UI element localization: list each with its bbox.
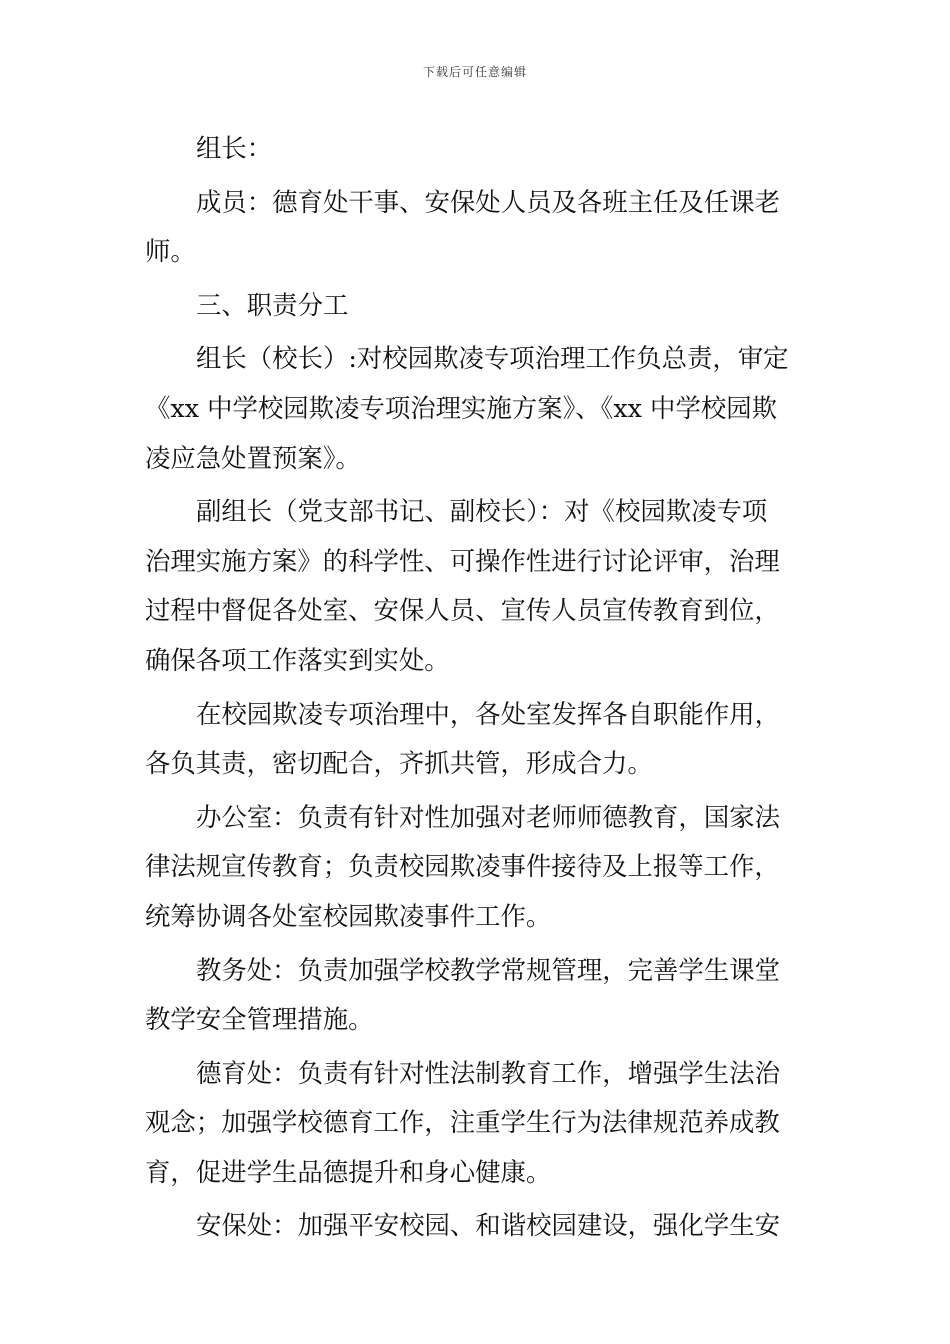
text-line: 安保处：加强平安校园、和谐校园建设，强化学生安: [196, 1210, 780, 1241]
text-line: 确保各项工作落实到实处。: [145, 644, 450, 675]
text-line: 各负其责，密切配合，齐抓共管，形成合力。: [145, 748, 653, 779]
paragraph-members: [145, 178, 810, 277]
text-line: 副组长（党支部书记、副校长）：对《校园欺凌专项: [196, 496, 768, 527]
paragraph-security: [145, 1201, 810, 1251]
text-line: 办公室：负责有针对性加强对老师师德教育，国家法: [196, 801, 780, 832]
text-line: 三、职责分工: [196, 289, 349, 320]
text-line: 组长（校长）:对校园欺凌专项治理工作负总责，审定: [196, 343, 789, 374]
text-line: 过程中督促各处室、安保人员、宣传人员宣传教育到位，: [145, 595, 780, 626]
text-line: 观念；加强学校德育工作，注重学生行为法律规范养成教: [145, 1107, 780, 1138]
text-line: 《xx 中学校园欺凌专项治理实施方案》、《xx 中学校园欺: [145, 392, 778, 423]
text-line: 育，促进学生品德提升和身心健康。: [145, 1156, 552, 1187]
paragraph-deputy-leader-duty: [145, 487, 810, 685]
text-line: 在校园欺凌专项治理中，各处室发挥各自职能作用，: [196, 698, 780, 729]
paragraph-office: [145, 793, 810, 942]
text-line: 治理实施方案》的科学性、可操作性进行讨论评审，治理: [145, 545, 780, 576]
text-line: 师。: [145, 236, 196, 267]
paragraph-leader-duty: [145, 334, 810, 483]
text-line: 教学安全管理措施。: [145, 1004, 374, 1035]
text-line: 组长：: [196, 133, 273, 163]
document-body: [145, 124, 810, 1255]
text-line: 德育处：负责有针对性法制教育工作，增强学生法治: [196, 1057, 780, 1088]
text-line: 统筹协调各处室校园欺凌事件工作。: [145, 900, 552, 931]
text-line: 教务处：负责加强学校教学常规管理，完善学生课堂: [196, 954, 780, 985]
paragraph-academic-affairs: [145, 946, 810, 1045]
paragraph-group-leader: [145, 124, 810, 174]
paragraph-moral-education: [145, 1049, 810, 1198]
text-line: 律法规宣传教育；负责校园欺凌事件接待及上报等工作，: [145, 851, 780, 882]
text-line: 凌应急处置预案》。: [145, 442, 361, 473]
page-header: 下载后可任意编辑: [422, 65, 527, 79]
section-heading-duties: [145, 281, 810, 331]
paragraph-departments: [145, 690, 810, 789]
text-line: 成员：德育处干事、安保处人员及各班主任及任课老: [196, 186, 780, 217]
